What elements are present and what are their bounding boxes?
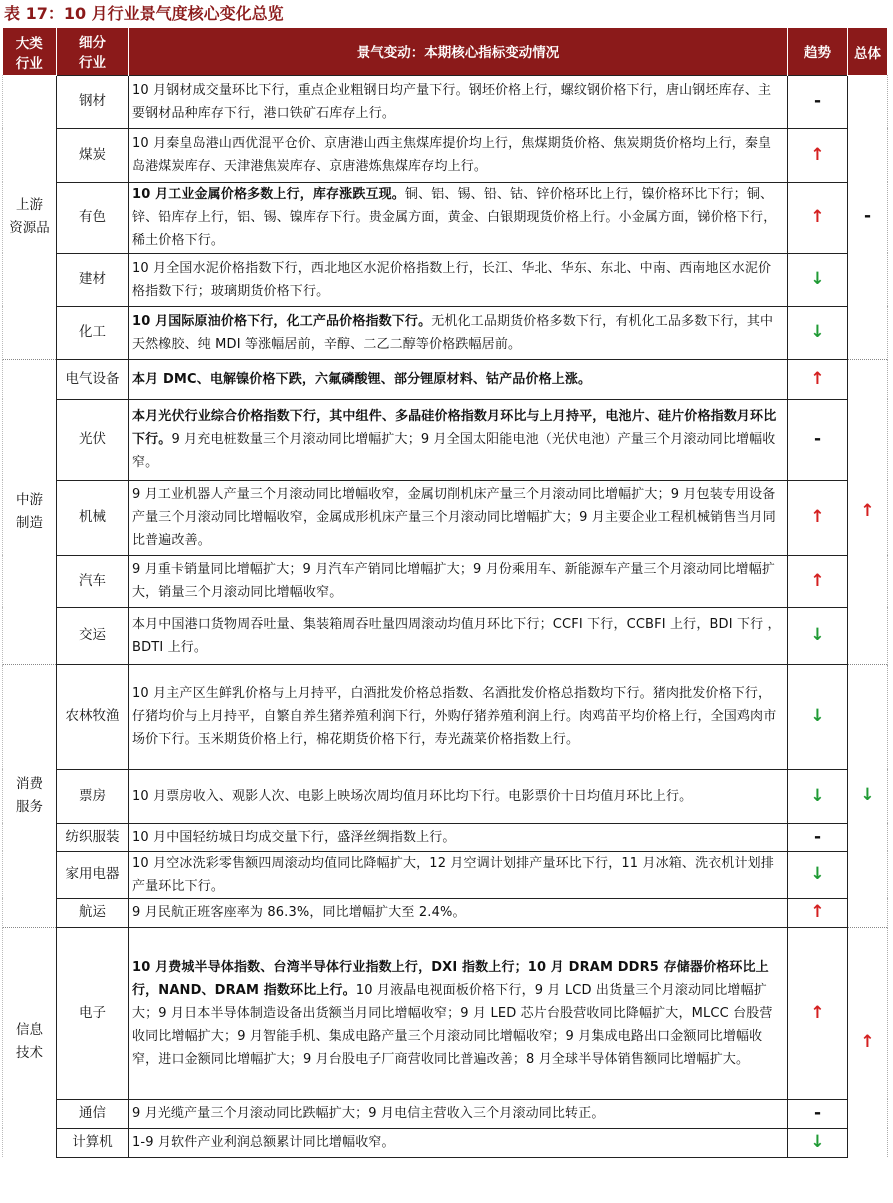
description-cell xyxy=(129,399,788,480)
subindustry-cell: 建材 xyxy=(57,253,129,306)
subindustry-cell: 电子 xyxy=(57,927,129,1099)
subindustry-cell: 纺织服装 xyxy=(57,823,129,851)
subindustry-cell: 汽车 xyxy=(57,555,129,607)
description-text: 1-9 月软件产业利润总额累计同比增幅收窄。 xyxy=(132,1135,395,1150)
category-cell: 中游 制造 xyxy=(3,359,57,664)
header-desc: 景气变动：本期核心指标变动情况 xyxy=(129,28,788,75)
subindustry-cell: 农林牧渔 xyxy=(57,664,129,769)
trend-up-icon: ↑ xyxy=(788,555,848,607)
table-row xyxy=(3,75,888,128)
description-text: 9 月重卡销量同比增幅扩大；9 月汽车产销同比增幅扩大；9 月份乘用车、新能源车产量三个月滚动同比增幅扩大，销量三个月滚动同比增幅收窄。 xyxy=(132,562,776,600)
description-text: 10 月钢材成交量环比下行，重点企业粗钢日均产量下行。钢坯价格上行，螺纹钢价格下行，唐山钢坯库存、主要钢材品种库存下行，港口铁矿石库存上行。 xyxy=(132,82,772,121)
description-cell xyxy=(129,253,788,306)
description-text: 9 月工业机器人产量三个月滚动同比增幅收窄，金属切削机床产量三个月滚动同比增幅扩大；9 月包装专用设备产量三个月滚动同比增幅收窄，金属成形机床产量三个月滚动同比增幅扩大；9 月主要企业工程机械销售当月同比普遍改善。 xyxy=(132,487,776,548)
table-row xyxy=(3,359,888,399)
trend-down-icon: ↓ xyxy=(788,1128,848,1157)
industry-table xyxy=(2,28,888,1158)
subindustry-cell: 煤炭 xyxy=(57,128,129,182)
table-row xyxy=(3,823,888,851)
subindustry-cell: 化工 xyxy=(57,306,129,359)
subindustry-cell: 票房 xyxy=(57,769,129,823)
highlight-text: 10 月国际原油价格下行，化工产品价格指数下行。 xyxy=(132,313,432,329)
trend-down-icon: ↓ xyxy=(788,253,848,306)
subindustry-cell: 通信 xyxy=(57,1099,129,1128)
trend-flat-icon: - xyxy=(788,399,848,480)
description-cell xyxy=(129,75,788,128)
table-row xyxy=(3,851,888,898)
header-overall: 总体 xyxy=(848,28,888,75)
description-cell xyxy=(129,306,788,359)
description-text: 无机化工品期货价格多数下行，有机化工品多数下行，其中天然橡胶、纯 MDI 等涨幅居前，辛醇、二乙二醇等价格跌幅居前。 xyxy=(132,313,774,352)
table-row xyxy=(3,399,888,480)
header-major: 大类 行业 xyxy=(3,28,57,75)
trend-up-icon: ↑ xyxy=(788,128,848,182)
description-text: 10 月主产区生鲜乳价格与上月持平，白酒批发价格总指数、名酒批发价格总指数均下行。猪肉批发价格下行，仔猪均价与上月持平，自繁自养生猪养殖利润下行，外购仔猪养殖利润上行。肉鸡苗平均价格上行，全国鸡肉市场价下行。玉米期货价格上行，棉花期货价格下行，寿光蔬菜价格指数上行。 xyxy=(132,686,777,747)
table-row xyxy=(3,1099,888,1128)
table-row xyxy=(3,128,888,182)
description-cell xyxy=(129,1099,788,1128)
table-row xyxy=(3,769,888,823)
description-text: 本月中国港口货物周吞吐量、集装箱周吞吐量四周滚动均值月环比下行；CCFI 下行，CCBFI 上行，BDI 下行 ，BDTI 上行。 xyxy=(132,616,781,655)
table-row xyxy=(3,480,888,555)
description-text: 9 月光缆产量三个月滚动同比跌幅扩大；9 月电信主营收入三个月滚动同比转正。 xyxy=(132,1106,605,1121)
description-cell xyxy=(129,555,788,607)
description-cell xyxy=(129,927,788,1099)
table-row xyxy=(3,306,888,359)
overall-up-icon: ↑ xyxy=(848,927,888,1157)
trend-down-icon: ↓ xyxy=(788,664,848,769)
highlight-text: 10 月费城半导体指数、台湾半导体行业指数上行，DXI 指数上行；10 月 DRAM DDR5 存储器价格环比上行，NAND、DRAM 指数环比上行。 xyxy=(132,959,769,998)
description-cell xyxy=(129,898,788,927)
trend-down-icon: ↓ xyxy=(788,851,848,898)
trend-up-icon: ↑ xyxy=(788,480,848,555)
description-cell xyxy=(129,480,788,555)
table-row xyxy=(3,607,888,664)
table-row xyxy=(3,555,888,607)
header-trend: 趋势 xyxy=(788,28,848,75)
description-text: 10 月票房收入、观影人次、电影上映场次周均值月环比均下行。电影票价十日均值月环比上行。 xyxy=(132,788,693,804)
description-cell xyxy=(129,823,788,851)
trend-down-icon: ↓ xyxy=(788,607,848,664)
trend-down-icon: ↓ xyxy=(788,769,848,823)
description-cell xyxy=(129,769,788,823)
description-text: 9 月充电桩数量三个月滚动同比增幅扩大；9 月全国太阳能电池（光伏电池）产量三个月滚动同比增幅收窄。 xyxy=(132,432,776,470)
description-text: 10 月液晶电视面板价格下行，9 月 LCD 出货量三个月滚动同比增幅扩大；9 月日本半导体制造设备出货额当月同比增幅收窄；9 月 LED 芯片台股营收同比降幅扩大，MLCC 台股营收同比增幅扩大；9 月智能手机、集成电路产量三个月滚动同比增幅收窄；9 月集成电路出口金额同比增幅收窄，进口金额同比增幅扩大；9 月台股电子厂商营收同比普遍改善；8 月全球半导体销售额同比增幅扩大。 xyxy=(132,982,773,1067)
description-cell xyxy=(129,607,788,664)
description-cell xyxy=(129,359,788,399)
subindustry-cell: 机械 xyxy=(57,480,129,555)
highlight-text: 10 月工业金属价格多数上行，库存涨跌互现。 xyxy=(132,187,405,202)
category-cell: 消费 服务 xyxy=(3,664,57,927)
description-cell xyxy=(129,664,788,769)
category-cell: 上游 资源品 xyxy=(3,75,57,359)
description-text: 10 月空冰洗彩零售额四周滚动均值同比降幅扩大，12 月空调计划排产量环比下行，11 月冰箱、洗衣机计划排产量环比下行。 xyxy=(132,855,774,894)
table-title: 表 17：10 月行业景气度核心变化总览 xyxy=(4,4,284,23)
trend-flat-icon: - xyxy=(788,75,848,128)
trend-up-icon: ↑ xyxy=(788,182,848,253)
header-sub: 细分 行业 xyxy=(57,28,129,75)
overall-up-icon: ↑ xyxy=(848,359,888,664)
trend-up-icon: ↑ xyxy=(788,898,848,927)
table-header xyxy=(3,28,888,75)
trend-up-icon: ↑ xyxy=(788,359,848,399)
table-row xyxy=(3,1128,888,1157)
description-cell xyxy=(129,1128,788,1157)
subindustry-cell: 计算机 xyxy=(57,1128,129,1157)
trend-down-icon: ↓ xyxy=(788,306,848,359)
trend-flat-icon: - xyxy=(788,1099,848,1128)
description-text: 10 月中国轻纺城日均成交量下行，盛泽丝绸指数上行。 xyxy=(132,829,456,845)
subindustry-cell: 交运 xyxy=(57,607,129,664)
subindustry-cell: 光伏 xyxy=(57,399,129,480)
description-cell xyxy=(129,128,788,182)
trend-up-icon: ↑ xyxy=(788,927,848,1099)
highlight-text: 本月 DMC、电解镍价格下跌，六氟磷酸锂、部分锂原材料、钴产品价格上涨。 xyxy=(132,371,592,387)
subindustry-cell: 电气设备 xyxy=(57,359,129,399)
description-cell xyxy=(129,851,788,898)
table-row xyxy=(3,182,888,253)
table-row xyxy=(3,664,888,769)
subindustry-cell: 家用电器 xyxy=(57,851,129,898)
description-text: 9 月民航正班客座率为 86.3%，同比增幅扩大至 2.4%。 xyxy=(132,905,466,920)
subindustry-cell: 有色 xyxy=(57,182,129,253)
table-row xyxy=(3,898,888,927)
description-text: 10 月秦皇岛港山西优混平仓价、京唐港山西主焦煤库提价均上行，焦煤期货价格、焦炭期货价格均上行，秦皇岛港煤炭库存、天津港焦炭库存、京唐港炼焦煤库存均上行。 xyxy=(132,136,772,174)
description-text: 10 月全国水泥价格指数下行，西北地区水泥价格指数上行，长江、华北、华东、东北、中南、西南地区水泥价格指数下行；玻璃期货价格下行。 xyxy=(132,260,772,299)
category-cell: 信息 技术 xyxy=(3,927,57,1157)
trend-flat-icon: - xyxy=(788,823,848,851)
table-row xyxy=(3,253,888,306)
overall-down-icon: ↓ xyxy=(848,664,888,927)
table-row xyxy=(3,927,888,1099)
highlight-text: 本月光伏行业综合价格指数下行，其中组件、多晶硅价格指数月环比与上月持平，电池片、硅片价格指数月环比下行。 xyxy=(132,409,777,447)
overall-flat-icon: - xyxy=(848,75,888,359)
description-cell xyxy=(129,182,788,253)
subindustry-cell: 钢材 xyxy=(57,75,129,128)
description-text: 铜、铝、锡、铅、钴、锌价格环比上行，镍价格环比下行；铜、锌、铅库存上行，铝、锡、镍库存下行。贵金属方面，黄金、白银期现货价格上行。小金属方面，锑价格下行，稀土价格下行。 xyxy=(132,187,777,248)
subindustry-cell: 航运 xyxy=(57,898,129,927)
